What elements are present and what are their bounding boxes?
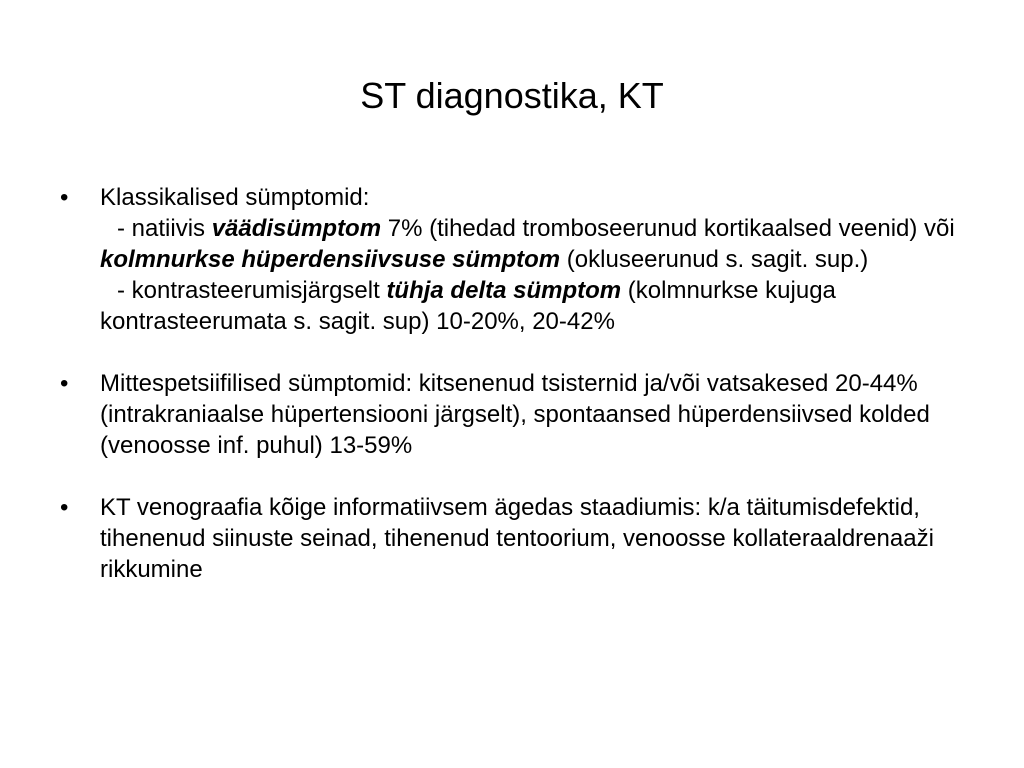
bullet-marker: • — [60, 370, 69, 397]
bullet-item-classical — [60, 182, 960, 337]
bullet-item-nonspecific — [60, 368, 960, 461]
bullet-marker: • — [60, 184, 69, 211]
bullet-marker: • — [60, 494, 69, 521]
sub-text: - kontrasteerumisjärgselt — [117, 277, 387, 304]
slide-title: ST diagnostika, KT — [360, 75, 664, 116]
sub-text: (kolmnurkse kujuga kontrasteerumata s. sagit. sup) 10-20%, 20-42% — [100, 277, 836, 335]
bullet-heading: Klassikalised sümptomid: — [100, 184, 370, 211]
sub-item-contrast — [100, 275, 960, 337]
term-vaadisumptom: väädisümptom — [211, 215, 382, 242]
bullet-list — [60, 182, 960, 585]
sub-text: - natiivis — [117, 215, 212, 242]
sub-text: (okluseerunud s. sagit. sup.) — [560, 246, 869, 273]
sub-item-native — [100, 213, 960, 275]
spacer — [60, 337, 960, 368]
term-hyperdensity-sign: kolmnurkse hüperdensiivsuse sümptom — [100, 246, 561, 273]
term-empty-delta: tühja delta sümptom — [386, 277, 622, 304]
bullet-item-venography — [60, 492, 960, 585]
bullet-text: KT venograafia kõige informatiivsem ägedas staadiumis: k/a täitumisdefektid, tihenenud siinuste seinad, tihenenud tentoorium, venoosse kollateraaldrenaaži rikkumine — [100, 494, 934, 583]
sub-text: 7% (tihedad tromboseerunud kortikaalsed veenid) või — [381, 215, 955, 242]
bullet-text: Mittespetsiifilised sümptomid: kitsenenud tsisternid ja/või vatsakesed 20-44% (intrakraniaalse hüpertensiooni järgselt), spontaansed hüperdensiivsed kolded (venoosse inf. puhul) 13-59% — [100, 370, 930, 459]
spacer — [60, 461, 960, 492]
